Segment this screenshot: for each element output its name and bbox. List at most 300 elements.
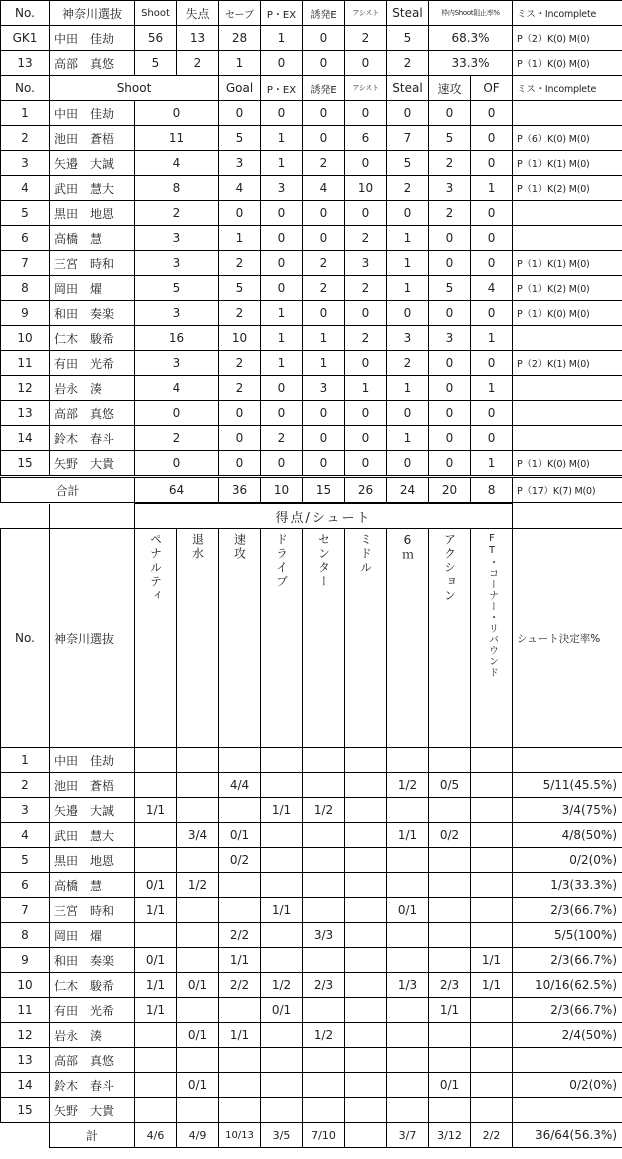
player-row <box>1 201 622 226</box>
player-fast: 0 <box>429 426 471 451</box>
player-goal: 2 <box>219 376 261 401</box>
player-miss: P（1）K(0) M(0) <box>513 451 622 477</box>
shots-cell: 0/1 <box>177 1023 219 1048</box>
shots-cell <box>471 848 513 873</box>
shots-cell: 1/2 <box>387 773 429 798</box>
gk-shoot: 56 <box>135 26 177 51</box>
shots-total-rate: 36/64(56.3%) <box>513 1123 622 1148</box>
player-fast: 0 <box>429 301 471 326</box>
shots-cell <box>471 1048 513 1073</box>
player-goal: 0 <box>219 101 261 126</box>
player-name: 有田 光希 <box>50 351 135 376</box>
header-fast: 速攻 <box>429 76 471 101</box>
shots-total-cell: 3/5 <box>261 1123 303 1148</box>
shots-cell: 1/1 <box>261 898 303 923</box>
player-of: 0 <box>471 426 513 451</box>
player-shoot: 4 <box>135 151 219 176</box>
player-induced: 4 <box>303 176 345 201</box>
shots-cell: 0/2 <box>429 823 471 848</box>
player-steal: 3 <box>387 326 429 351</box>
shots-cell <box>261 873 303 898</box>
player-shoot: 0 <box>135 401 219 426</box>
shots-name: 有田 光希 <box>50 998 135 1023</box>
player-fast: 3 <box>429 176 471 201</box>
shots-cell: 0/1 <box>177 1073 219 1098</box>
shots-rate <box>513 748 622 773</box>
shots-row <box>1 973 622 998</box>
player-shoot: 0 <box>135 451 219 477</box>
header-save: セーブ <box>219 1 261 26</box>
player-fast: 2 <box>429 151 471 176</box>
player-pex: 0 <box>261 201 303 226</box>
player-pex: 0 <box>261 101 303 126</box>
shots-row <box>1 1073 622 1098</box>
shots-cell <box>219 1048 261 1073</box>
player-name: 三宮 時和 <box>50 251 135 276</box>
gk-pex: 1 <box>261 26 303 51</box>
shots-cell <box>471 798 513 823</box>
shots-cell <box>135 773 177 798</box>
shots-cell <box>135 1073 177 1098</box>
player-of: 0 <box>471 201 513 226</box>
player-goal: 0 <box>219 201 261 226</box>
blank-cell <box>50 504 135 529</box>
gk-no: 13 <box>1 51 50 76</box>
player-assist: 1 <box>345 376 387 401</box>
player-induced: 3 <box>303 376 345 401</box>
shots-no: 12 <box>1 1023 50 1048</box>
shots-cell <box>387 748 429 773</box>
player-steal: 2 <box>387 351 429 376</box>
player-shoot: 2 <box>135 201 219 226</box>
header-6m <box>387 529 429 748</box>
player-no: 15 <box>1 451 50 477</box>
shots-cell <box>261 1073 303 1098</box>
player-row <box>1 376 622 401</box>
shots-cell <box>429 948 471 973</box>
player-goal: 1 <box>219 226 261 251</box>
shots-no: 11 <box>1 998 50 1023</box>
blank-cell <box>513 504 622 529</box>
player-fast: 0 <box>429 226 471 251</box>
player-row <box>1 126 622 151</box>
shots-cell <box>429 1023 471 1048</box>
player-of: 0 <box>471 251 513 276</box>
player-fast: 0 <box>429 401 471 426</box>
shots-no: 14 <box>1 1073 50 1098</box>
player-of: 1 <box>471 326 513 351</box>
player-shoot: 3 <box>135 351 219 376</box>
player-no: 13 <box>1 401 50 426</box>
shots-row <box>1 823 622 848</box>
shots-cell <box>219 998 261 1023</box>
header-ft-text: FT・コーナー・リバウンド <box>486 533 498 678</box>
shots-cell: 1/1 <box>135 898 177 923</box>
player-induced: 1 <box>303 351 345 376</box>
shots-cell <box>135 923 177 948</box>
shots-row <box>1 773 622 798</box>
shots-cell: 1/2 <box>303 798 345 823</box>
shots-cell <box>177 1098 219 1123</box>
shots-rate: 5/5(100%) <box>513 923 622 948</box>
shots-rate: 0/2(0%) <box>513 848 622 873</box>
shots-body <box>1 748 622 1123</box>
players-body <box>1 101 622 477</box>
header-6m-text: 6ｍ <box>400 533 415 563</box>
header-drive-text: ドライブ <box>274 533 289 589</box>
shots-cell: 1/2 <box>261 973 303 998</box>
shots-row <box>1 923 622 948</box>
player-pex: 0 <box>261 276 303 301</box>
shots-row <box>1 1023 622 1048</box>
shots-cell <box>429 848 471 873</box>
header-induced: 誘発E <box>303 76 345 101</box>
player-of: 0 <box>471 351 513 376</box>
shots-cell: 1/1 <box>471 973 513 998</box>
player-fast: 2 <box>429 201 471 226</box>
shots-cell <box>177 798 219 823</box>
shots-cell <box>219 873 261 898</box>
gk-shoot: 5 <box>135 51 177 76</box>
shots-cell <box>429 1098 471 1123</box>
player-induced: 2 <box>303 276 345 301</box>
player-assist: 2 <box>345 326 387 351</box>
header-team: 神奈川選抜 <box>50 529 135 748</box>
group-header: 得点/シュート <box>135 504 513 529</box>
player-of: 0 <box>471 401 513 426</box>
shots-rate: 10/16(62.5%) <box>513 973 622 998</box>
shots-name: 仁木 駿希 <box>50 973 135 998</box>
shots-no: 1 <box>1 748 50 773</box>
shots-rate: 2/3(66.7%) <box>513 898 622 923</box>
shots-cell: 1/1 <box>429 998 471 1023</box>
shots-rate: 2/4(50%) <box>513 1023 622 1048</box>
shots-cell: 1/1 <box>261 798 303 823</box>
player-induced: 0 <box>303 126 345 151</box>
column-header-row <box>1 529 622 748</box>
shots-cell <box>177 848 219 873</box>
player-miss <box>513 401 622 426</box>
player-name: 高部 真悠 <box>50 401 135 426</box>
header-penalty <box>135 529 177 748</box>
shots-row <box>1 948 622 973</box>
player-pex: 1 <box>261 126 303 151</box>
shots-rate <box>513 1048 622 1073</box>
player-goal: 10 <box>219 326 261 351</box>
shots-cell: 0/1 <box>387 898 429 923</box>
shots-rate: 5/11(45.5%) <box>513 773 622 798</box>
header-shoot: Shoot <box>50 76 219 101</box>
shots-cell: 0/1 <box>261 998 303 1023</box>
player-steal: 1 <box>387 276 429 301</box>
player-goal: 3 <box>219 151 261 176</box>
header-fast-text: 速攻 <box>232 533 247 561</box>
shots-cell <box>177 773 219 798</box>
header-pex: P・EX <box>261 76 303 101</box>
gk-steal: 5 <box>387 26 429 51</box>
player-no: 7 <box>1 251 50 276</box>
player-name: 黒田 地恩 <box>50 201 135 226</box>
shots-no: 3 <box>1 798 50 823</box>
shots-cell <box>303 1073 345 1098</box>
player-miss: P（6）K(0) M(0) <box>513 126 622 151</box>
player-shoot: 16 <box>135 326 219 351</box>
player-no: 10 <box>1 326 50 351</box>
player-row <box>1 401 622 426</box>
shots-no: 2 <box>1 773 50 798</box>
header-no: No. <box>1 1 50 26</box>
shots-cell <box>471 1073 513 1098</box>
shots-cell: 0/1 <box>135 873 177 898</box>
shots-cell: 0/5 <box>429 773 471 798</box>
shots-no: 9 <box>1 948 50 973</box>
shots-cell <box>303 748 345 773</box>
gk-rate: 68.3% <box>429 26 513 51</box>
shots-no: 13 <box>1 1048 50 1073</box>
player-goal: 5 <box>219 276 261 301</box>
shots-cell <box>219 1073 261 1098</box>
shots-cell <box>219 798 261 823</box>
player-induced: 0 <box>303 201 345 226</box>
shots-cell <box>429 898 471 923</box>
shots-rate: 1/3(33.3%) <box>513 873 622 898</box>
shots-cell <box>345 973 387 998</box>
player-fast: 0 <box>429 101 471 126</box>
gk-no: GK1 <box>1 26 50 51</box>
shots-cell <box>429 1048 471 1073</box>
shots-cell <box>177 923 219 948</box>
total-pex: 10 <box>261 477 303 503</box>
player-assist: 0 <box>345 351 387 376</box>
player-no: 12 <box>1 376 50 401</box>
player-miss: P（1）K(2) M(0) <box>513 176 622 201</box>
player-of: 0 <box>471 101 513 126</box>
shots-cell <box>177 898 219 923</box>
shots-cell <box>303 848 345 873</box>
shots-cell <box>261 948 303 973</box>
player-goal: 4 <box>219 176 261 201</box>
player-miss <box>513 326 622 351</box>
shots-cell <box>177 748 219 773</box>
player-of: 1 <box>471 451 513 477</box>
player-assist: 0 <box>345 201 387 226</box>
shots-cell: 0/1 <box>177 973 219 998</box>
player-induced: 2 <box>303 151 345 176</box>
player-pex: 0 <box>261 251 303 276</box>
shots-no: 8 <box>1 923 50 948</box>
shots-name: 黒田 地恩 <box>50 848 135 873</box>
player-pex: 3 <box>261 176 303 201</box>
gk-assist: 0 <box>345 51 387 76</box>
total-row <box>1 477 622 503</box>
shots-row <box>1 898 622 923</box>
shots-total-cell: 4/6 <box>135 1123 177 1148</box>
shots-cell: 1/1 <box>219 1023 261 1048</box>
shots-total-cell: 3/7 <box>387 1123 429 1148</box>
shots-cell <box>135 1023 177 1048</box>
blank-cell <box>1 504 50 529</box>
header-lost: 失点 <box>177 1 219 26</box>
player-pex: 2 <box>261 426 303 451</box>
shots-rate: 2/3(66.7%) <box>513 998 622 1023</box>
player-goal: 0 <box>219 401 261 426</box>
shots-cell <box>303 873 345 898</box>
header-induced: 誘発E <box>303 1 345 26</box>
shots-row <box>1 1048 622 1073</box>
shots-cell <box>219 1098 261 1123</box>
shots-cell <box>261 1098 303 1123</box>
player-pex: 1 <box>261 151 303 176</box>
player-fast: 0 <box>429 451 471 477</box>
total-fast: 20 <box>429 477 471 503</box>
shots-cell <box>471 1098 513 1123</box>
shots-cell <box>303 823 345 848</box>
shots-name: 矢邉 大誠 <box>50 798 135 823</box>
gk-save: 1 <box>219 51 261 76</box>
shots-cell <box>471 898 513 923</box>
shots-cell: 2/2 <box>219 973 261 998</box>
player-miss <box>513 376 622 401</box>
gk-steal: 2 <box>387 51 429 76</box>
shots-cell <box>261 748 303 773</box>
shots-total-label: 計 <box>50 1123 135 1148</box>
player-of: 1 <box>471 376 513 401</box>
shots-cell <box>387 1073 429 1098</box>
player-goal: 2 <box>219 301 261 326</box>
total-shoot: 64 <box>135 477 219 503</box>
player-of: 4 <box>471 276 513 301</box>
shots-name: 矢野 大貴 <box>50 1098 135 1123</box>
gk-row <box>1 26 622 51</box>
shots-cell: 1/3 <box>387 973 429 998</box>
player-row <box>1 326 622 351</box>
shots-cell <box>345 1073 387 1098</box>
header-goal: Goal <box>219 76 261 101</box>
shots-cell <box>429 923 471 948</box>
shots-name: 高部 真悠 <box>50 1048 135 1073</box>
shots-cell: 1/1 <box>135 998 177 1023</box>
shots-cell <box>345 848 387 873</box>
header-miss: ミス・Incomplete <box>513 1 622 26</box>
shots-no: 7 <box>1 898 50 923</box>
player-steal: 1 <box>387 251 429 276</box>
shots-cell <box>471 748 513 773</box>
shots-name: 池田 蒼梧 <box>50 773 135 798</box>
header-assist: アシスト <box>345 1 387 26</box>
shots-total-cell <box>345 1123 387 1148</box>
header-drive <box>261 529 303 748</box>
shots-cell: 2/3 <box>303 973 345 998</box>
shots-row <box>1 1098 622 1123</box>
player-row <box>1 426 622 451</box>
shots-cell <box>303 1048 345 1073</box>
shots-cell <box>471 823 513 848</box>
player-assist: 0 <box>345 101 387 126</box>
total-label: 合計 <box>1 477 135 503</box>
shots-no: 4 <box>1 823 50 848</box>
player-steal: 2 <box>387 176 429 201</box>
shots-row <box>1 748 622 773</box>
player-miss: P（2）K(1) M(0) <box>513 351 622 376</box>
player-shoot: 3 <box>135 251 219 276</box>
player-no: 5 <box>1 201 50 226</box>
shots-no: 5 <box>1 848 50 873</box>
player-name: 中田 佳劫 <box>50 101 135 126</box>
shots-total-cell: 2/2 <box>471 1123 513 1148</box>
player-pex: 0 <box>261 451 303 477</box>
player-steal: 0 <box>387 301 429 326</box>
shots-cell <box>135 848 177 873</box>
player-goal: 5 <box>219 126 261 151</box>
shots-row <box>1 998 622 1023</box>
shots-no: 6 <box>1 873 50 898</box>
shots-cell <box>471 1023 513 1048</box>
player-row <box>1 351 622 376</box>
shots-no: 10 <box>1 973 50 998</box>
player-assist: 0 <box>345 451 387 477</box>
shots-cell <box>261 1048 303 1073</box>
shots-cell <box>261 773 303 798</box>
total-miss: P（17）K(7) M(0) <box>513 477 622 503</box>
gk-miss: P（2）K(0) M(0) <box>513 26 622 51</box>
player-name: 高橋 慧 <box>50 226 135 251</box>
player-pex: 1 <box>261 351 303 376</box>
header-exclusion <box>177 529 219 748</box>
player-row <box>1 176 622 201</box>
player-induced: 1 <box>303 326 345 351</box>
header-steal: Steal <box>387 76 429 101</box>
gk-save: 28 <box>219 26 261 51</box>
header-action <box>429 529 471 748</box>
player-induced: 0 <box>303 301 345 326</box>
shots-cell: 4/4 <box>219 773 261 798</box>
header-fast <box>219 529 261 748</box>
total-induced: 15 <box>303 477 345 503</box>
player-fast: 0 <box>429 376 471 401</box>
shots-cell <box>387 848 429 873</box>
player-induced: 0 <box>303 101 345 126</box>
shots-cell: 0/1 <box>135 948 177 973</box>
shots-cell <box>345 748 387 773</box>
player-no: 4 <box>1 176 50 201</box>
shots-cell <box>429 873 471 898</box>
header-penalty-text: ペナルティ <box>148 533 163 603</box>
shots-cell <box>261 1023 303 1048</box>
player-no: 1 <box>1 101 50 126</box>
shots-name: 鈴木 春斗 <box>50 1073 135 1098</box>
player-fast: 0 <box>429 351 471 376</box>
shots-cell <box>177 948 219 973</box>
player-goal: 2 <box>219 351 261 376</box>
shots-cell: 2/3 <box>429 973 471 998</box>
player-name: 岩永 湊 <box>50 376 135 401</box>
shots-rate <box>513 1098 622 1123</box>
shots-cell <box>219 748 261 773</box>
shots-name: 和田 奏楽 <box>50 948 135 973</box>
shots-cell <box>345 798 387 823</box>
player-assist: 10 <box>345 176 387 201</box>
shot-breakdown-table <box>0 503 622 1148</box>
header-center <box>303 529 345 748</box>
player-of: 0 <box>471 151 513 176</box>
shots-cell: 3/3 <box>303 923 345 948</box>
player-miss: P（1）K(0) M(0) <box>513 301 622 326</box>
player-row <box>1 101 622 126</box>
player-pex: 0 <box>261 401 303 426</box>
player-pex: 1 <box>261 301 303 326</box>
shots-total-row <box>1 1123 622 1148</box>
shots-cell <box>387 798 429 823</box>
